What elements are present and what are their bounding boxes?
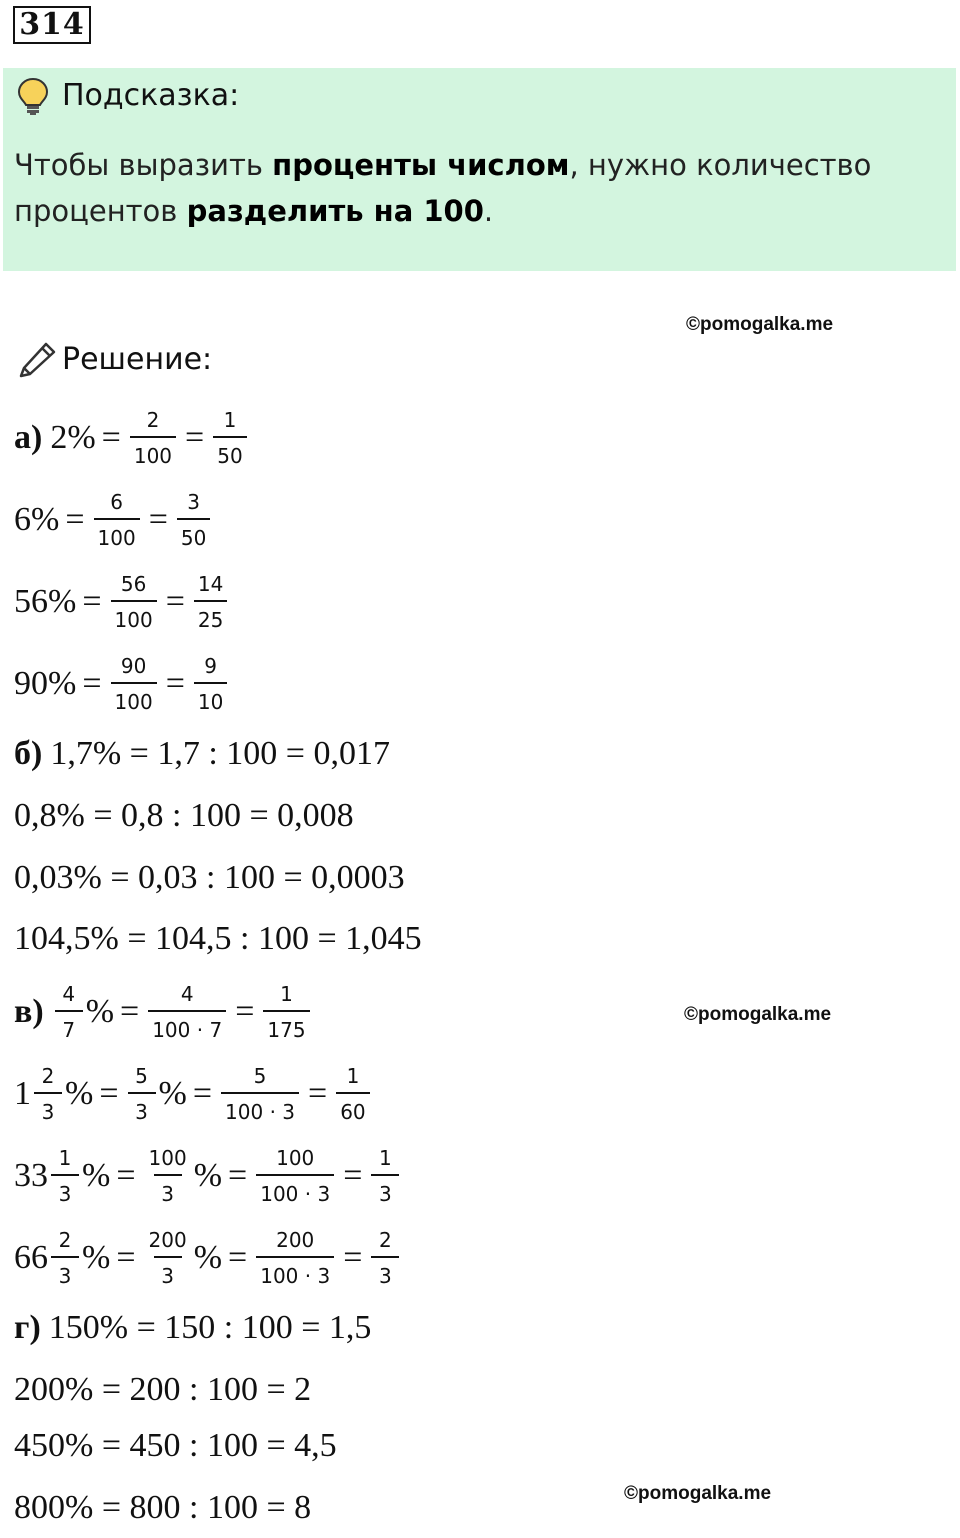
equation-v2: 1 $\frac{2}{3}$ % = $\frac{5}{3}$ % = $\frac{5}{100 \cdot 3}$ = $\frac{1}{60}$ [14, 1064, 373, 1124]
hint-title: Подсказка: [62, 78, 240, 113]
equation-a3: 56% = $\frac{56}{100}$ = $\frac{14}{25}$ [14, 572, 230, 632]
pencil-icon [16, 338, 58, 380]
fraction: $\frac{56}{100}$ [111, 573, 157, 631]
equation-a4: 90% = $\frac{90}{100}$ = $\frac{9}{10}$ [14, 654, 230, 714]
fraction: $\frac{14}{25}$ [194, 573, 227, 631]
fraction: $\frac{4}{100 \cdot 7}$ [148, 983, 226, 1041]
fraction: $\frac{3}{50}$ [177, 491, 210, 549]
solution-title: Решение: [62, 342, 213, 377]
fraction: $\frac{6}{100}$ [94, 491, 140, 549]
fraction: $\frac{2}{100}$ [130, 409, 176, 467]
part-label: б) [14, 735, 43, 772]
fraction: $\frac{9}{10}$ [194, 655, 227, 713]
equation-b2: 0,8% = 0,8 : 100 = 0,008 [14, 797, 354, 834]
equation-b4: 104,5% = 104,5 : 100 = 1,045 [14, 920, 422, 957]
fraction: $\frac{2}{3}$ [34, 1065, 62, 1123]
task-number: 314 [13, 6, 91, 44]
watermark: ©pomogalka.me [684, 1004, 832, 1025]
fraction: $\frac{5}{100 \cdot 3}$ [221, 1065, 299, 1123]
equation-v3: 33 $\frac{1}{3}$ % = $\frac{100}{3}$ % = $\frac{100}{100 \cdot 3}$ = $\frac{1}{3}$ [14, 1146, 402, 1206]
fraction: $\frac{90}{100}$ [111, 655, 157, 713]
hint-text: Чтобы выразить проценты числом, нужно количество процентов разделить на 100. [14, 148, 872, 228]
fraction: $\frac{200}{3}$ [148, 1228, 187, 1288]
equation-a1: а) 2% = $\frac{2}{100}$ = $\frac{1}{50}$ [14, 408, 250, 468]
equation-v4: 66 $\frac{2}{3}$ % = $\frac{200}{3}$ % = $\frac{200}{100 \cdot 3}$ = $\frac{2}{3}$ [14, 1228, 402, 1288]
fraction: $\frac{100}{100 \cdot 3}$ [256, 1147, 334, 1205]
equation-v1: в) $\frac{4}{7}$ % = $\frac{4}{100 \cdot 7}$ = $\frac{1}{175}$ [14, 982, 313, 1042]
part-label: г) [14, 1309, 41, 1346]
watermark: ©pomogalka.me [624, 1483, 772, 1504]
fraction: $\frac{4}{7}$ [55, 983, 83, 1041]
fraction: $\frac{1}{3}$ [51, 1147, 79, 1205]
equation-b3: 0,03% = 0,03 : 100 = 0,0003 [14, 859, 405, 896]
equation-a2: 6% = $\frac{6}{100}$ = $\frac{3}{50}$ [14, 490, 213, 550]
equation-g4: 800% = 800 : 100 = 8 [14, 1489, 312, 1526]
equation-g2: 200% = 200 : 100 = 2 [14, 1371, 312, 1408]
watermark: ©pomogalka.me [686, 314, 834, 335]
fraction: $\frac{200}{100 \cdot 3}$ [256, 1229, 334, 1287]
fraction: $\frac{1}{50}$ [213, 409, 246, 467]
equation-b1: б) 1,7% = 1,7 : 100 = 0,017 [14, 735, 390, 772]
fraction: $\frac{2}{3}$ [51, 1229, 79, 1287]
part-label: а) [14, 419, 43, 456]
fraction: $\frac{2}{3}$ [371, 1229, 399, 1287]
lightbulb-icon [16, 76, 50, 116]
fraction: $\frac{1}{60}$ [336, 1065, 369, 1123]
part-label: в) [14, 993, 44, 1030]
equation-g3: 450% = 450 : 100 = 4,5 [14, 1427, 337, 1464]
equation-g1: г) 150% = 150 : 100 = 1,5 [14, 1309, 372, 1346]
fraction: $\frac{1}{175}$ [263, 983, 309, 1041]
fraction: $\frac{5}{3}$ [128, 1065, 156, 1123]
fraction: $\frac{1}{3}$ [371, 1147, 399, 1205]
fraction: $\frac{100}{3}$ [148, 1146, 187, 1206]
